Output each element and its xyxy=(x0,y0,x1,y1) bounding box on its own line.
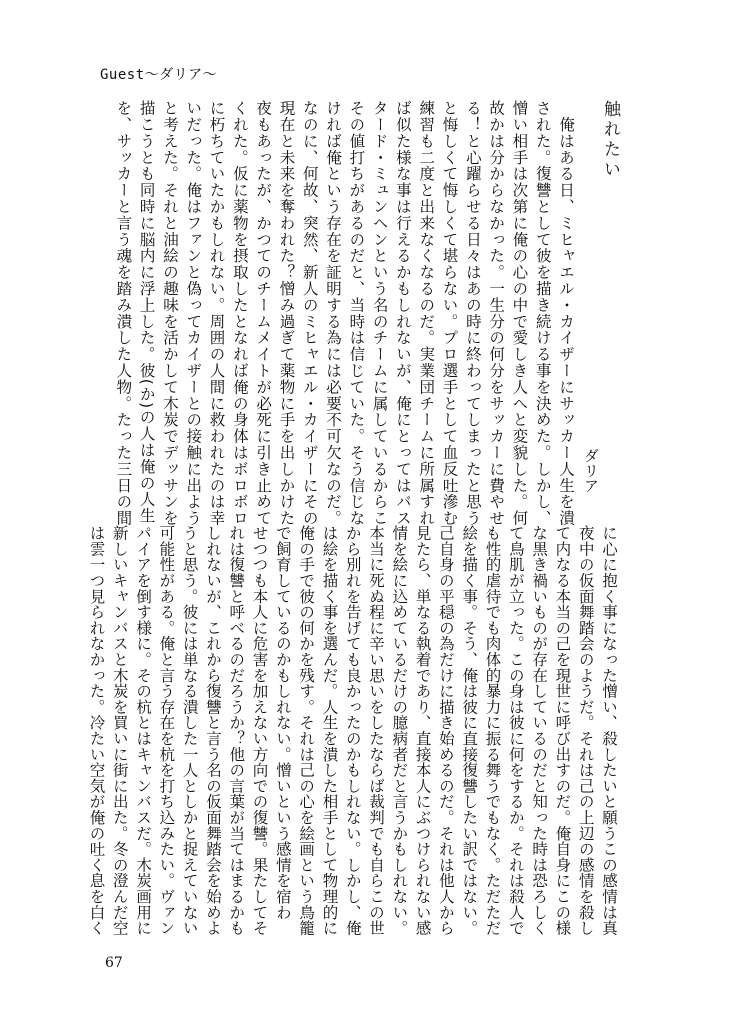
text-column: 故かは分からなかった。一生分の何分をサッカーに費やせ xyxy=(487,100,506,527)
text-column: な黒き禍いものが存在しているのだと知った時は恐ろしく xyxy=(530,525,549,936)
text-column: 情を絵に込めているだけの臆病者だと言うかもしれない。 xyxy=(390,525,409,936)
running-header: Guest〜ダリア〜 xyxy=(100,67,218,83)
text-column: に心に抱く事になった憎い、殺したいと願うこの感情は真 xyxy=(600,525,618,936)
text-column: 本当に死ぬ程に辛い思いをしたならば裁判でも自らこの世 xyxy=(367,525,386,936)
text-column: その値打ちがあるのだと、当時は信じていた。そう信じな xyxy=(347,100,366,527)
text-column: 俺の手で彼の何かを残す。それは己の心を絵画という鳥籠 xyxy=(297,525,316,936)
text-column: ければ俺という存在を証明する為には必要不可欠なのだ。 xyxy=(324,100,343,527)
text-column: る！と心躍らせる日々はあの時に終わってしまったと思う xyxy=(463,100,482,527)
text-column: くれた。仮に薬物を摂取したとなれば俺の身体はボロボロ xyxy=(230,100,249,527)
text-column: から別れを告げても良かったのかもしれない。しかし、俺 xyxy=(343,525,362,936)
text-column: 現在と未来を奪われた？憎み過ぎて薬物に手を出しかけた xyxy=(277,100,296,527)
text-column: せつつも本人に危害を加えない方向での復讐。果たしてそ xyxy=(250,525,269,936)
text-column: 新しいキャンバスと木炭を買いに街に出た。冬の澄んだ空 xyxy=(110,525,129,936)
text-column: 夜もあったが、かつてのチームメイトが必死に引き止めて xyxy=(254,100,273,527)
text-column: パイアを倒す様に。その杭とはキャンバスだ。木炭画用に xyxy=(134,525,153,936)
text-column: 俺はある日、ミヒャエル・カイザーにサッカー人生を潰 xyxy=(557,100,575,527)
page-number: 67 xyxy=(105,955,123,971)
text-column: に朽ちていたかもしれない。周囲の人間に救われたのは幸 xyxy=(207,100,226,527)
text-column: 己自身の平穏の為だけに描き始めるのだ。それは他人から xyxy=(436,525,455,936)
text-column: 憎い相手は次第に俺の心の中で愛しき人へと変貌した。何 xyxy=(510,100,529,527)
text-column: ば似た様な事は行えるかもしれないが、俺にとってはバス xyxy=(393,100,412,527)
story-title: 触れたい xyxy=(600,100,620,180)
text-column: 練習も二度と出来なくなるのだ。実業団チームに所属すれ xyxy=(417,100,436,527)
text-column: と悔しくて悔しくて堪らない。プロ選手として血反吐滲む xyxy=(440,100,459,527)
text-column: しれないが、これから復讐と言う名の仮面舞踏会を始めよ xyxy=(203,525,222,936)
text-column: て鳥肌が立った。この身は彼に何をするか。それは殺人で xyxy=(506,525,525,936)
text-column: 描こうとも同時に脳内に浮上した。彼(か)の人は俺の人生 xyxy=(137,100,156,524)
text-column: を、サッカーと言う魂を踏み潰した人物。たった三日の間 xyxy=(114,100,133,527)
text-column: れは復讐と呼べるのだろうか？他の言葉が当てはまるかも xyxy=(227,525,246,936)
body-text-upper xyxy=(111,100,577,527)
author-name: ダリア xyxy=(582,448,600,493)
text-column: て内なる本当の己を現世に呼び出すのだ。俺自身にこの様 xyxy=(553,525,572,936)
text-column: うと思う。彼には単なる潰した一人としかと捉えていない xyxy=(180,525,199,936)
text-column: は絵を描く事を選んだ。人生を潰した相手として物理的に xyxy=(320,525,339,936)
text-column: 見たら、単なる執着であり、直接本人にぶつけられない感 xyxy=(413,525,432,936)
text-column: タード・ミュンヘンという名のチームに属しているからこ xyxy=(370,100,389,527)
text-column: された。復讐として彼を描き続ける事を決めた。しかし、 xyxy=(533,100,552,527)
text-column: も性的虐待でも肉体的暴力に振る舞うでもなく。ただただ xyxy=(483,525,502,936)
text-column: は雲一つ見られなかった。冷たい空気が俺の吐く息を白く xyxy=(87,525,106,936)
text-column: 夜中の仮面舞踏会のようだ。それは己の上辺の感情を殺し xyxy=(576,525,595,936)
body-text-lower xyxy=(84,525,620,936)
text-column: なのに、何故、突然、新人のミヒャエル・カイザーにその xyxy=(300,100,319,527)
text-column: 可能性がある。俺と言う存在を杭を打ち込みたい。ヴァン xyxy=(157,525,176,936)
text-column: で飼育しているのかもしれない。憎いという感情を宿わ xyxy=(273,525,292,920)
text-column: 絵を描く事。そう、俺は彼に直接復讐したい訳ではない。 xyxy=(460,525,479,936)
text-column: いだった。俺はファンと偽ってカイザーとの接触に出よう xyxy=(184,100,203,527)
text-column: と考えた。それと油絵の趣味を活かして木炭でデッサンを xyxy=(160,100,179,527)
